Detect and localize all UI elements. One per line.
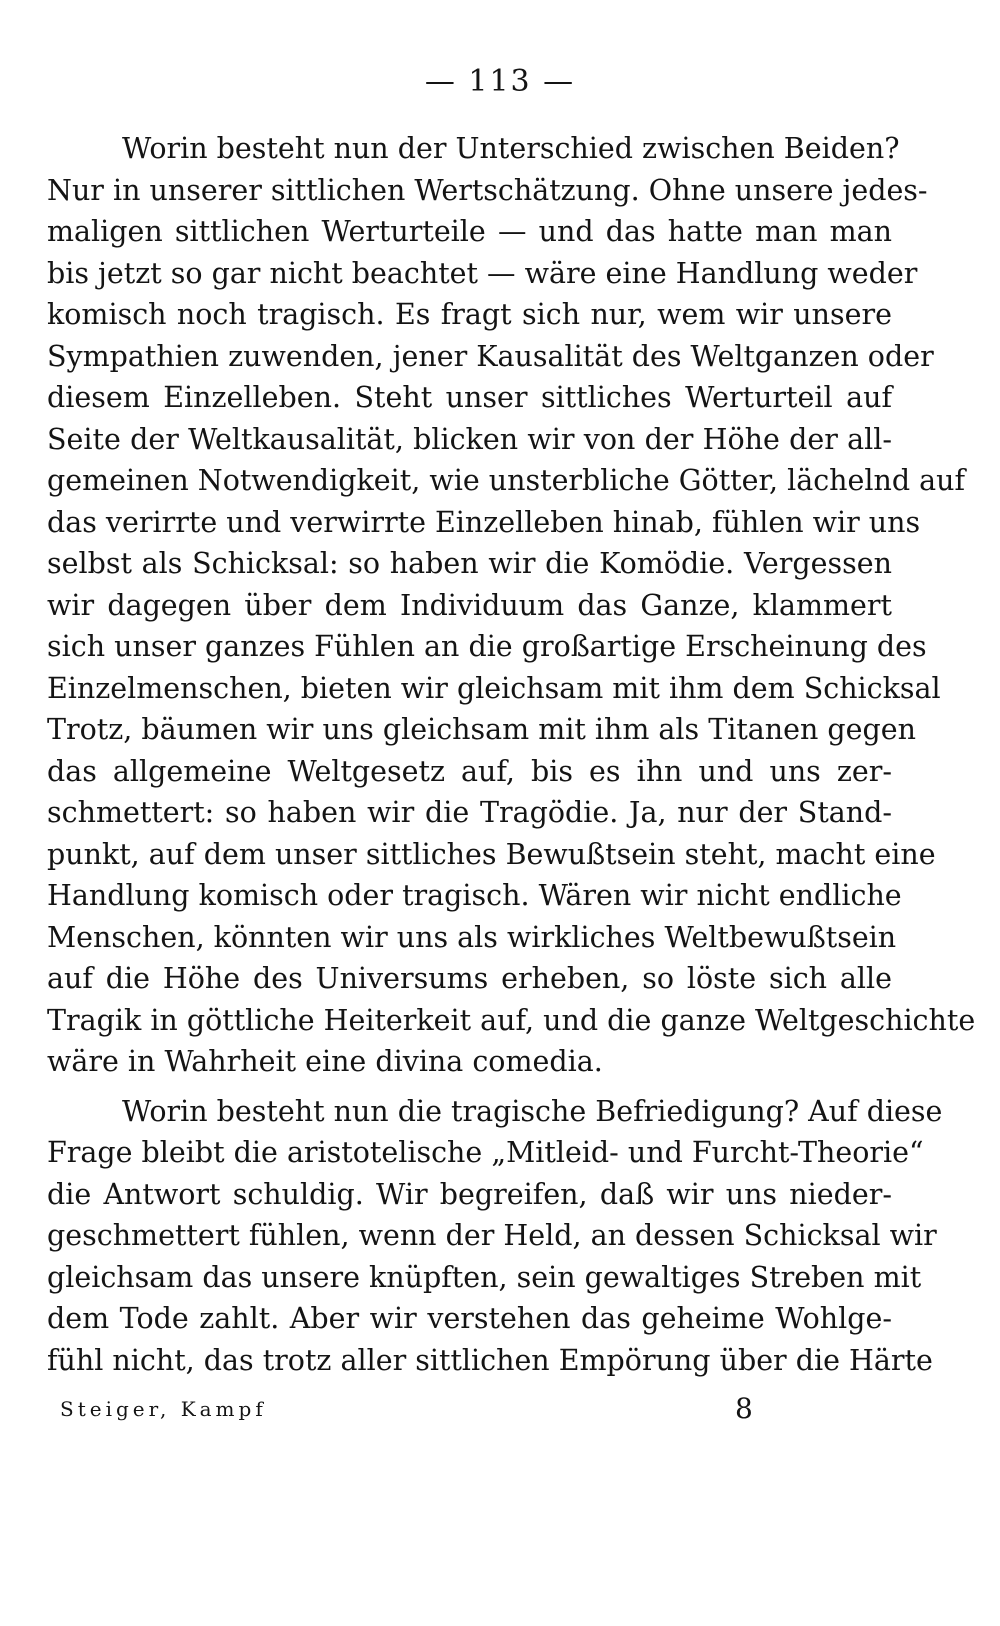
text-line: geschmettert fühlen, wenn der Held, an dessen Schicksal wir (47, 1219, 937, 1252)
text-line: Sympathien zuwenden, jener Kausalität des Weltganzen oder (47, 339, 934, 373)
text-line: komisch noch tragisch. Es fragt sich nur, wem wir unsere (47, 298, 892, 331)
text-line: das allgemeine Weltgesetz auf, bis es ihn und uns zer- (47, 754, 892, 788)
text-line: wäre in Wahrheit eine divina comedia. (47, 1045, 603, 1078)
text-line: selbst als Schicksal: so haben wir die Komödie. Vergessen (47, 547, 892, 580)
text-line: Einzelmenschen, bieten wir gleichsam mit ihm dem Schicksal (47, 671, 941, 705)
text-line: bis jetzt so gar nicht beachtet — wäre eine Handlung weder (47, 256, 918, 290)
paragraph-gap (47, 1083, 892, 1091)
text-line: Tragik in göttliche Heiterkeit auf, und die ganze Weltgeschichte (47, 1003, 976, 1037)
text-line: dem Tode zahlt. Aber wir verstehen das geheime Wohlge- (47, 1302, 892, 1335)
text-line: Seite der Weltkausalität, blicken wir von der Höhe der all- (47, 422, 892, 456)
text-line: gemeinen Notwendigkeit, wie unsterbliche Götter, lächelnd auf (47, 464, 966, 497)
text-line: Worin besteht nun der Unterschied zwischen Beiden? (122, 132, 900, 165)
text-line: auf die Höhe des Universums erheben, so löste sich alle (47, 962, 892, 995)
text-line: maligen sittlichen Werturteile — und das hatte man man (47, 215, 892, 248)
printer-signature: Steiger, Kampf (60, 1397, 267, 1421)
text-line: das verirrte und verwirrte Einzelleben hinab, fühlen wir uns (47, 505, 921, 539)
text-line: Frage bleibt die aristotelische „Mitleid- und Furcht-Theorie“ (47, 1136, 924, 1169)
text-line: die Antwort schuldig. Wir begreifen, daß wir uns nieder- (47, 1177, 892, 1211)
text-line: wir dagegen über dem Individuum das Ganze, klammert (47, 588, 892, 622)
text-line: schmettert: so haben wir die Tragödie. Ja, nur der Stand- (47, 796, 892, 829)
text-line: fühl nicht, das trotz aller sittlichen Empörung über die Härte (47, 1343, 933, 1377)
body-text (47, 128, 976, 1381)
paragraph-2 (47, 1091, 943, 1382)
text-line: Handlung komisch oder tragisch. Wären wir nicht endliche (47, 879, 902, 912)
page-number: — 113 — (424, 64, 576, 99)
text-line: gleichsam das unsere knüpften, sein gewaltiges Streben mit (47, 1260, 922, 1294)
text-line: Trotz, bäumen wir uns gleichsam mit ihm als Titanen gegen (47, 713, 916, 746)
text-line: diesem Einzelleben. Steht unser sittliches Werturteil auf (47, 381, 892, 414)
text-line: sich unser ganzes Fühlen an die großartige Erscheinung des (47, 630, 927, 663)
paragraph-1 (47, 128, 976, 1083)
text-line: Worin besteht nun die tragische Befriedigung? Auf diese (122, 1094, 943, 1128)
text-line: Nur in unserer sittlichen Wertschätzung. Ohne unsere jedes- (47, 173, 928, 207)
text-line: Menschen, könnten wir uns als wirkliches Weltbewußtsein (47, 920, 897, 954)
text-line: punkt, auf dem unser sittliches Bewußtsein steht, macht eine (47, 837, 936, 871)
sheet-number: 8 (735, 1392, 753, 1425)
